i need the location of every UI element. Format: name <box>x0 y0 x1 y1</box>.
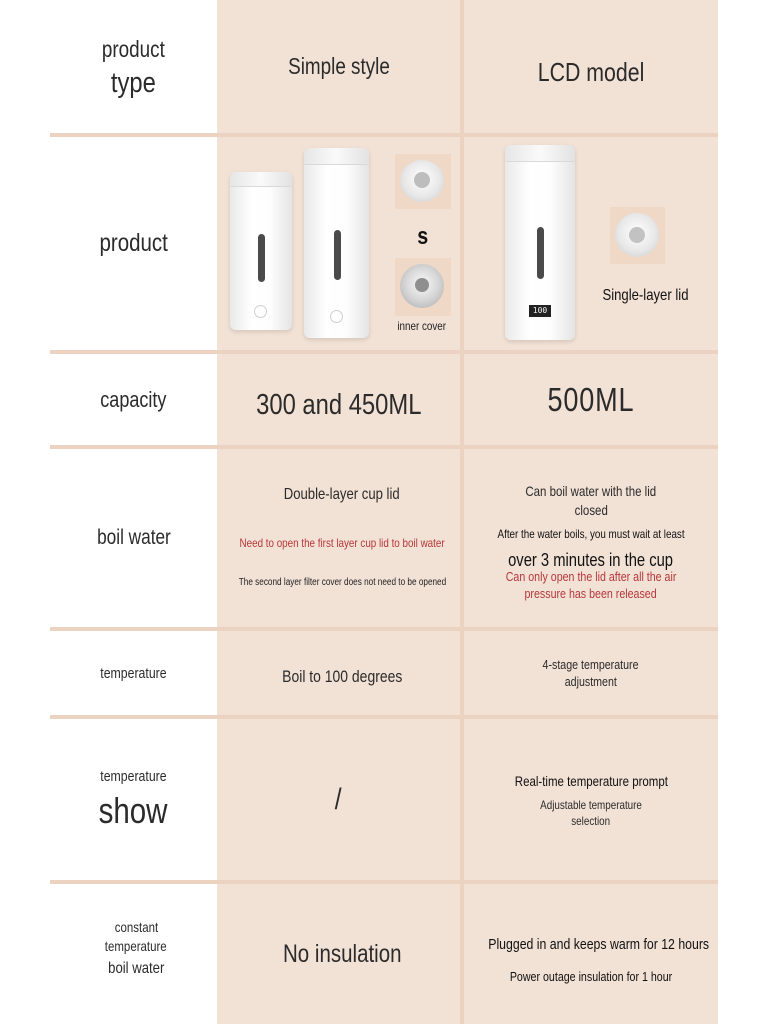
simple-boil-note-1: Need to open the first layer cup lid to boil water <box>239 536 445 550</box>
simple-temperature: Boil to 100 degrees <box>281 667 403 686</box>
single-layer-lid-thumbnail <box>610 207 665 264</box>
kettle-lcd-image <box>505 145 575 340</box>
label-constant-temperature: constant temperature boil water <box>105 919 167 977</box>
lcd-constant-outage: Power outage insulation for 1 hour <box>509 968 673 984</box>
image-separator: s <box>417 223 429 250</box>
label-boil-water: boil water <box>96 526 171 549</box>
kettle-300ml-image <box>230 172 292 330</box>
single-layer-lid-label: Single-layer lid <box>601 287 689 304</box>
simple-capacity: 300 and 450ML <box>255 389 422 421</box>
lcd-show-prompt: Real-time temperature prompt <box>514 773 668 789</box>
simple-show: / <box>335 782 342 816</box>
simple-boil-note-2: The second layer filter cover does not need to be opened <box>238 576 446 588</box>
lcd-boil-info: Can boil water with the lid closed <box>525 483 657 518</box>
lcd-type: LCD model <box>537 57 645 87</box>
kettle-450ml-image <box>304 148 369 338</box>
label-product-type: product type <box>102 35 165 99</box>
lcd-display: 100 <box>529 305 551 317</box>
simple-constant: No insulation <box>282 939 402 968</box>
lcd-show-adjustable: Adjustable temperature selection <box>540 798 642 828</box>
lcd-constant-plugged: Plugged in and keeps warm for 12 hours <box>488 935 710 953</box>
lcd-boil-minutes: over 3 minutes in the cup <box>508 549 674 570</box>
cup-lid-thumbnail <box>395 154 451 209</box>
lcd-capacity: 500ML <box>547 380 635 418</box>
lcd-boil-note: Can only open the lid after all the air pressure has been released <box>505 569 677 601</box>
label-temperature-show: temperature show <box>99 767 168 831</box>
inner-cover-thumbnail <box>395 258 451 316</box>
label-capacity: capacity <box>100 386 167 412</box>
lcd-boil-wait: After the water boils, you must wait at least <box>497 527 685 541</box>
label-temperature: temperature <box>100 664 167 682</box>
simple-boil-title: Double-layer cup lid <box>284 486 400 503</box>
inner-cover-label: inner cover <box>397 319 447 333</box>
lcd-temperature: 4-stage temperature adjustment <box>542 657 639 689</box>
label-product: product <box>99 229 168 257</box>
simple-type: Simple style <box>287 53 390 79</box>
